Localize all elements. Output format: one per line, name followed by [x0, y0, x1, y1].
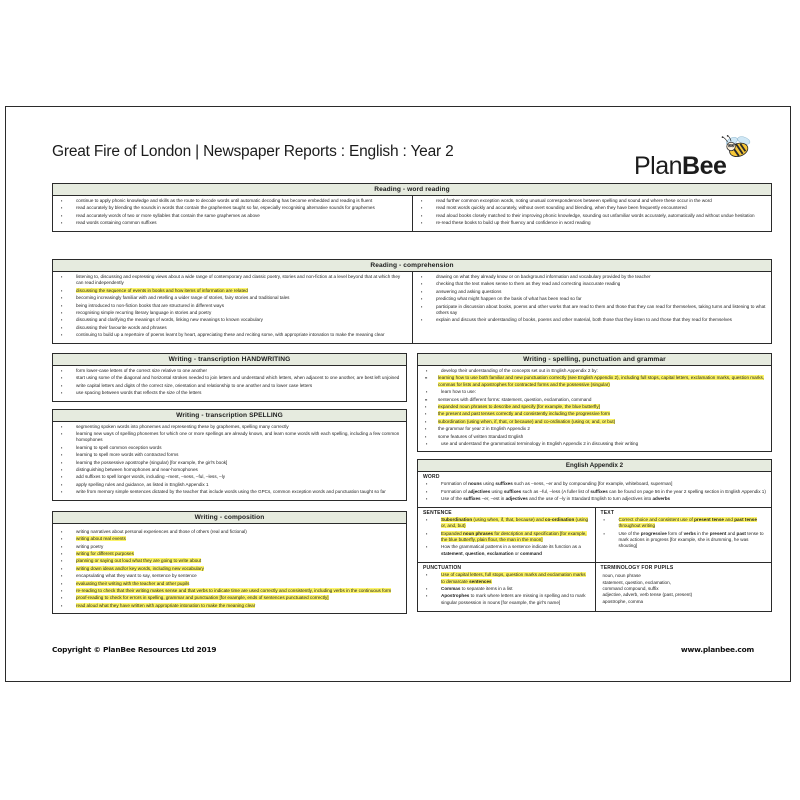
- reading-comprehension-block: [52, 259, 772, 349]
- list-item: ▪ Correct choice and consistent use of present tense and past tense throughout writing: [599, 517, 768, 530]
- handwriting-list: [56, 368, 402, 397]
- appendix-block: [417, 459, 772, 612]
- right-column: [417, 353, 772, 617]
- appendix-punctuation-title: PUNCTUATION: [423, 565, 462, 572]
- reading-word-block: [52, 183, 772, 237]
- list-item: ▪ writing about real events: [56, 536, 402, 542]
- handwriting-heading: Writing - transcription HANDWRITING: [53, 354, 406, 366]
- terminology-line: apostrophe, comma: [602, 598, 644, 604]
- list-item: ▪ Use of the progressive form of verbs in the present and past tense to mark actions in progress [for example, she is drumming, he was shouting]: [599, 531, 768, 550]
- planbee-logo: [634, 137, 754, 183]
- reading-comprehension-right-list: [416, 274, 767, 324]
- list-item: ▪ writing narratives about personal experiences and those of others (real and fictional): [56, 529, 402, 535]
- reading-word-right-list: [416, 198, 767, 227]
- appendix-text-title: TEXT: [600, 509, 615, 516]
- list-item: ▪ encapsulating what they want to say, sentence by sentence: [56, 573, 402, 579]
- appendix-punctuation-list: [421, 572, 591, 606]
- spag-sub-wrap-1: [421, 375, 767, 388]
- list-item: ▪ writing for different purposes: [56, 551, 402, 557]
- reading-word-left-list: [56, 198, 408, 227]
- spag-outro: ▪ use and understand the grammatical terminology in English Appendix 2 in discussing their writing: [421, 441, 767, 447]
- appendix-sentence-section: [418, 508, 595, 562]
- appendix-word-title: WORD: [423, 474, 440, 481]
- appendix-heading: English Appendix 2: [418, 460, 771, 472]
- list-item: ▪ predicting what might happen on the basis of what has been read so far: [416, 296, 767, 302]
- list-item: ▪ recognising simple recurring literary language in stories and poetry: [56, 310, 408, 316]
- spelling-list: [56, 424, 402, 496]
- logo-text: [634, 152, 726, 181]
- list-item: ▪ discussing and clarifying the meanings of words, linking new meanings to known vocabulary: [56, 317, 408, 323]
- list-item: ▪ start using some of the diagonal and horizontal strokes needed to join letters and understand which letters, when adjacent to one another, are best left unjoined: [56, 375, 402, 381]
- content-columns: [52, 183, 772, 681]
- list-item: ▪ Expanded noun phrases for description and specification [for example, the blue butterfly, plain flour, the man in the moon]: [421, 531, 591, 544]
- list-item: ▪ read most words quickly and accurately, without overt sounding and blending, when they have been frequently encountered: [416, 205, 767, 211]
- list-item: ▪ writing poetry: [56, 544, 402, 550]
- list-item: ▪ subordination (using when, if, that, or because) and co-ordination (using or, and, or but): [421, 419, 767, 425]
- spag-sub-wrap-2: [421, 397, 767, 440]
- list-item: ▪ write capital letters and digits of the correct size, orientation and relationship to one another and to lower case letters: [56, 383, 402, 389]
- list-item: ▪ listening to, discussing and expressing views about a wide range of contemporary and classic poetry, stories and non-fiction at a level beyond that at which they can read independently: [56, 274, 408, 287]
- reading-word-heading: Reading - word reading: [53, 184, 771, 196]
- list-item: ▪ evaluating their writing with the teacher and other pupils: [56, 581, 402, 587]
- composition-block: [52, 511, 407, 614]
- list-item: ▪ add suffixes to spell longer words, including –ment, –ness, –ful, –less, –ly: [56, 474, 402, 480]
- list-item: ▪ checking that the text makes sense to them as they read and correcting inaccurate reading: [416, 281, 767, 287]
- worksheet-page: [5, 106, 791, 682]
- list-item: ▪ re-reading to check that their writing makes sense and that verbs to indicate time are used correctly and consistently, including verbs in the continuous form: [56, 588, 402, 594]
- list-item: ▪ read accurately by blending the sounds in words that contain the graphemes taught so far, especially recognising alternative sounds for graphemes: [56, 205, 408, 211]
- logo-bee: Bee: [682, 152, 727, 180]
- appendix-text-section: [595, 508, 772, 562]
- list-item: ▪ the grammar for year 2 in English Appendix 2: [421, 426, 767, 432]
- list-item: ▪ ▪ sentences with different forms: statement, question, exclamation, command: [421, 397, 767, 403]
- list-item: ▪ discussing the sequence of events in books and how items of information are related: [56, 288, 408, 294]
- page-header: [52, 137, 772, 181]
- reading-comprehension-heading: Reading - comprehension: [53, 260, 771, 272]
- list-item: ▪ read words containing common suffixes: [56, 220, 408, 226]
- list-item: ▪ drawing on what they already know or on background information and vocabulary provided by the teacher: [416, 274, 767, 280]
- list-item: ▪ Use of capital letters, full stops, question marks and exclamation marks to demarcate sentences: [421, 572, 591, 585]
- list-item: ▪ re-read these books to build up their fluency and confidence in word reading: [416, 220, 767, 226]
- list-item: ▪ apply spelling rules and guidance, as listed in English Appendix 1: [56, 482, 402, 488]
- list-item: ▪ Commas to separate items in a list: [421, 586, 591, 592]
- appendix-punctuation-section: [418, 563, 595, 611]
- page-title: Great Fire of London | Newspaper Reports : English : Year 2: [52, 143, 454, 160]
- spag-sublist-2: [421, 397, 767, 440]
- list-item: ▪ write from memory simple sentences dictated by the teacher that include words using the GPCs, common exception words and punctuation taught so far: [56, 489, 402, 495]
- spag-heading: Writing - spelling, punctuation and grammar: [418, 354, 771, 366]
- list-item: ▪ learning new ways of spelling phonemes for which one or more spellings are already known, and learn some words with each spelling, including a few common homophones: [56, 431, 402, 444]
- spelling-heading: Writing - transcription SPELLING: [53, 410, 406, 422]
- list-item: ▪ distinguishing between homophones and near-homophones: [56, 467, 402, 473]
- terminology-line: adjective, adverb, verb tense (past, present): [602, 592, 693, 598]
- list-item: ▪ proof-reading to check for errors in spelling, grammar and punctuation [for example, ends of sentences punctuated correctly]: [56, 595, 402, 601]
- list-item: ▪ How the grammatical patterns in a sentence indicate its function as a statement, question, exclamation or command: [421, 544, 591, 557]
- list-item: ▪ learning to spell more words with contracted forms: [56, 452, 402, 458]
- appendix-text-list: [599, 517, 768, 550]
- list-item: ▪ Formation of nouns using suffixes such as –ness, –er and by compounding [for example, whiteboard, superman]: [421, 481, 767, 487]
- terminology-line: noun, noun phrase: [602, 573, 641, 579]
- reading-comprehension-left-list: [56, 274, 408, 339]
- spag-block: [417, 353, 772, 452]
- list-item: ▪ read aloud books closely matched to their improving phonic knowledge, sounding out unfamiliar words accurately, automatically and without undue hesitation: [416, 213, 767, 219]
- list-item: ▪ segmenting spoken words into phonemes and representing these by graphemes, spelling many correctly: [56, 424, 402, 430]
- page-footer: [52, 645, 772, 659]
- list-item: ▪ some features of written Standard English: [421, 434, 767, 440]
- composition-list: [56, 529, 402, 609]
- copyright-text: Copyright © PlanBee Resources Ltd 2019: [52, 645, 217, 654]
- spag-sublist-1: [421, 375, 767, 388]
- appendix-terminology-section: [595, 563, 772, 611]
- list-item: ▪ being introduced to non-fiction books that are structured in different ways: [56, 303, 408, 309]
- appendix-word-section: [418, 472, 771, 507]
- appendix-word-list: [421, 481, 767, 502]
- list-item: ▪ writing down ideas and/or key words, including new vocabulary: [56, 566, 402, 572]
- bee-icon: [720, 135, 754, 163]
- list-item: ▪ read aloud what they have written with appropriate intonation to make the meaning clear: [56, 603, 402, 609]
- list-item: ▪ becoming increasingly familiar with and retelling a wider range of stories, fairy stories and traditional tales: [56, 295, 408, 301]
- list-item: ▪ continuing to build up a repertoire of poems learnt by heart, appreciating these and reciting some, with appropriate intonation to make the meaning clear: [56, 332, 408, 338]
- list-item: ▪ expanded noun phrases to describe and specify [for example, the blue butterfly]: [421, 404, 767, 410]
- spag-intro-1: ▪ develop their understanding of the concepts set out in English Appendix 2 by:: [421, 368, 767, 374]
- appendix-row-1: [418, 508, 771, 563]
- list-item: ▪ discussing their favourite words and phrases: [56, 325, 408, 331]
- list-item: ▪ answering and asking questions: [416, 289, 767, 295]
- handwriting-block: [52, 353, 407, 402]
- appendix-terminology-lines: [599, 573, 768, 605]
- spag-intro-2: ▪ learn how to use:: [421, 389, 767, 395]
- list-item: ▪ explain and discuss their understanding of books, poems and other material, both those that they listen to and those that they read for themselves: [416, 317, 767, 323]
- list-item: ▪ planning or saying out loud what they are going to write about: [56, 558, 402, 564]
- spag-list: [421, 368, 767, 447]
- list-item: ▪ learning the possessive apostrophe (singular) [for example, the girl’s book]: [56, 460, 402, 466]
- left-column: [52, 353, 407, 619]
- list-item: ▪ read accurately words of two or more syllables that contain the same graphemes as above: [56, 213, 408, 219]
- spelling-block: [52, 409, 407, 501]
- terminology-line: command compound, suffix: [602, 585, 659, 591]
- appendix-sentence-title: SENTENCE: [423, 509, 452, 516]
- terminology-line: statement, question, exclamation,: [602, 579, 671, 585]
- list-item: ▪ ▪ learning how to use both familiar and new punctuation correctly (see English Appendix 2), including full stops, capital letters, exclamation marks, question marks, commas for lists and apostrophes for contracted forms and the possessive (singular): [421, 375, 767, 388]
- list-item: ▪ learning to spell common exception words: [56, 445, 402, 451]
- list-item: ▪ participate in discussion about books, poems and other works that are read to them and those that they can read for themselves, taking turns and listening to what others say: [416, 304, 767, 317]
- list-item: ▪ Formation of adjectives using suffixes such as –ful, –less (A fuller list of suffixes can be found on page 56 in the year 2 spelling section in English Appendix 1): [421, 489, 767, 495]
- list-item: ▪ Use of the suffixes –er, –est in adjectives and the use of –ly in Standard English to turn adjectives into adverbs: [421, 496, 767, 502]
- list-item: ▪ use spacing between words that reflects the size of the letters: [56, 390, 402, 396]
- list-item: ▪ Apostrophes to mark where letters are missing in spelling and to mark singular possession in nouns [for example, the girl’s name]: [421, 593, 591, 606]
- appendix-sentence-list: [421, 517, 591, 557]
- appendix-terminology-title: TERMINOLOGY FOR PUPILS: [600, 565, 674, 572]
- appendix-row-2: [418, 563, 771, 611]
- logo-plan: Plan: [634, 152, 683, 180]
- list-item: ▪ form lower-case letters of the correct size relative to one another: [56, 368, 402, 374]
- website-text: www.planbee.com: [680, 645, 754, 654]
- list-item: ▪ read further common exception words, noting unusual correspondences between spelling and sound and where these occur in the word: [416, 198, 767, 204]
- list-item: ▪ continue to apply phonic knowledge and skills as the route to decode words until automatic decoding has become embedded and reading is fluent: [56, 198, 408, 204]
- list-item: ▪ the present and past tenses correctly and consistently including the progressive form: [421, 411, 767, 417]
- composition-heading: Writing - composition: [53, 512, 406, 524]
- list-item: ▪ Subordination (using when, if, that, because) and co-ordination (using or, and, but): [421, 517, 591, 530]
